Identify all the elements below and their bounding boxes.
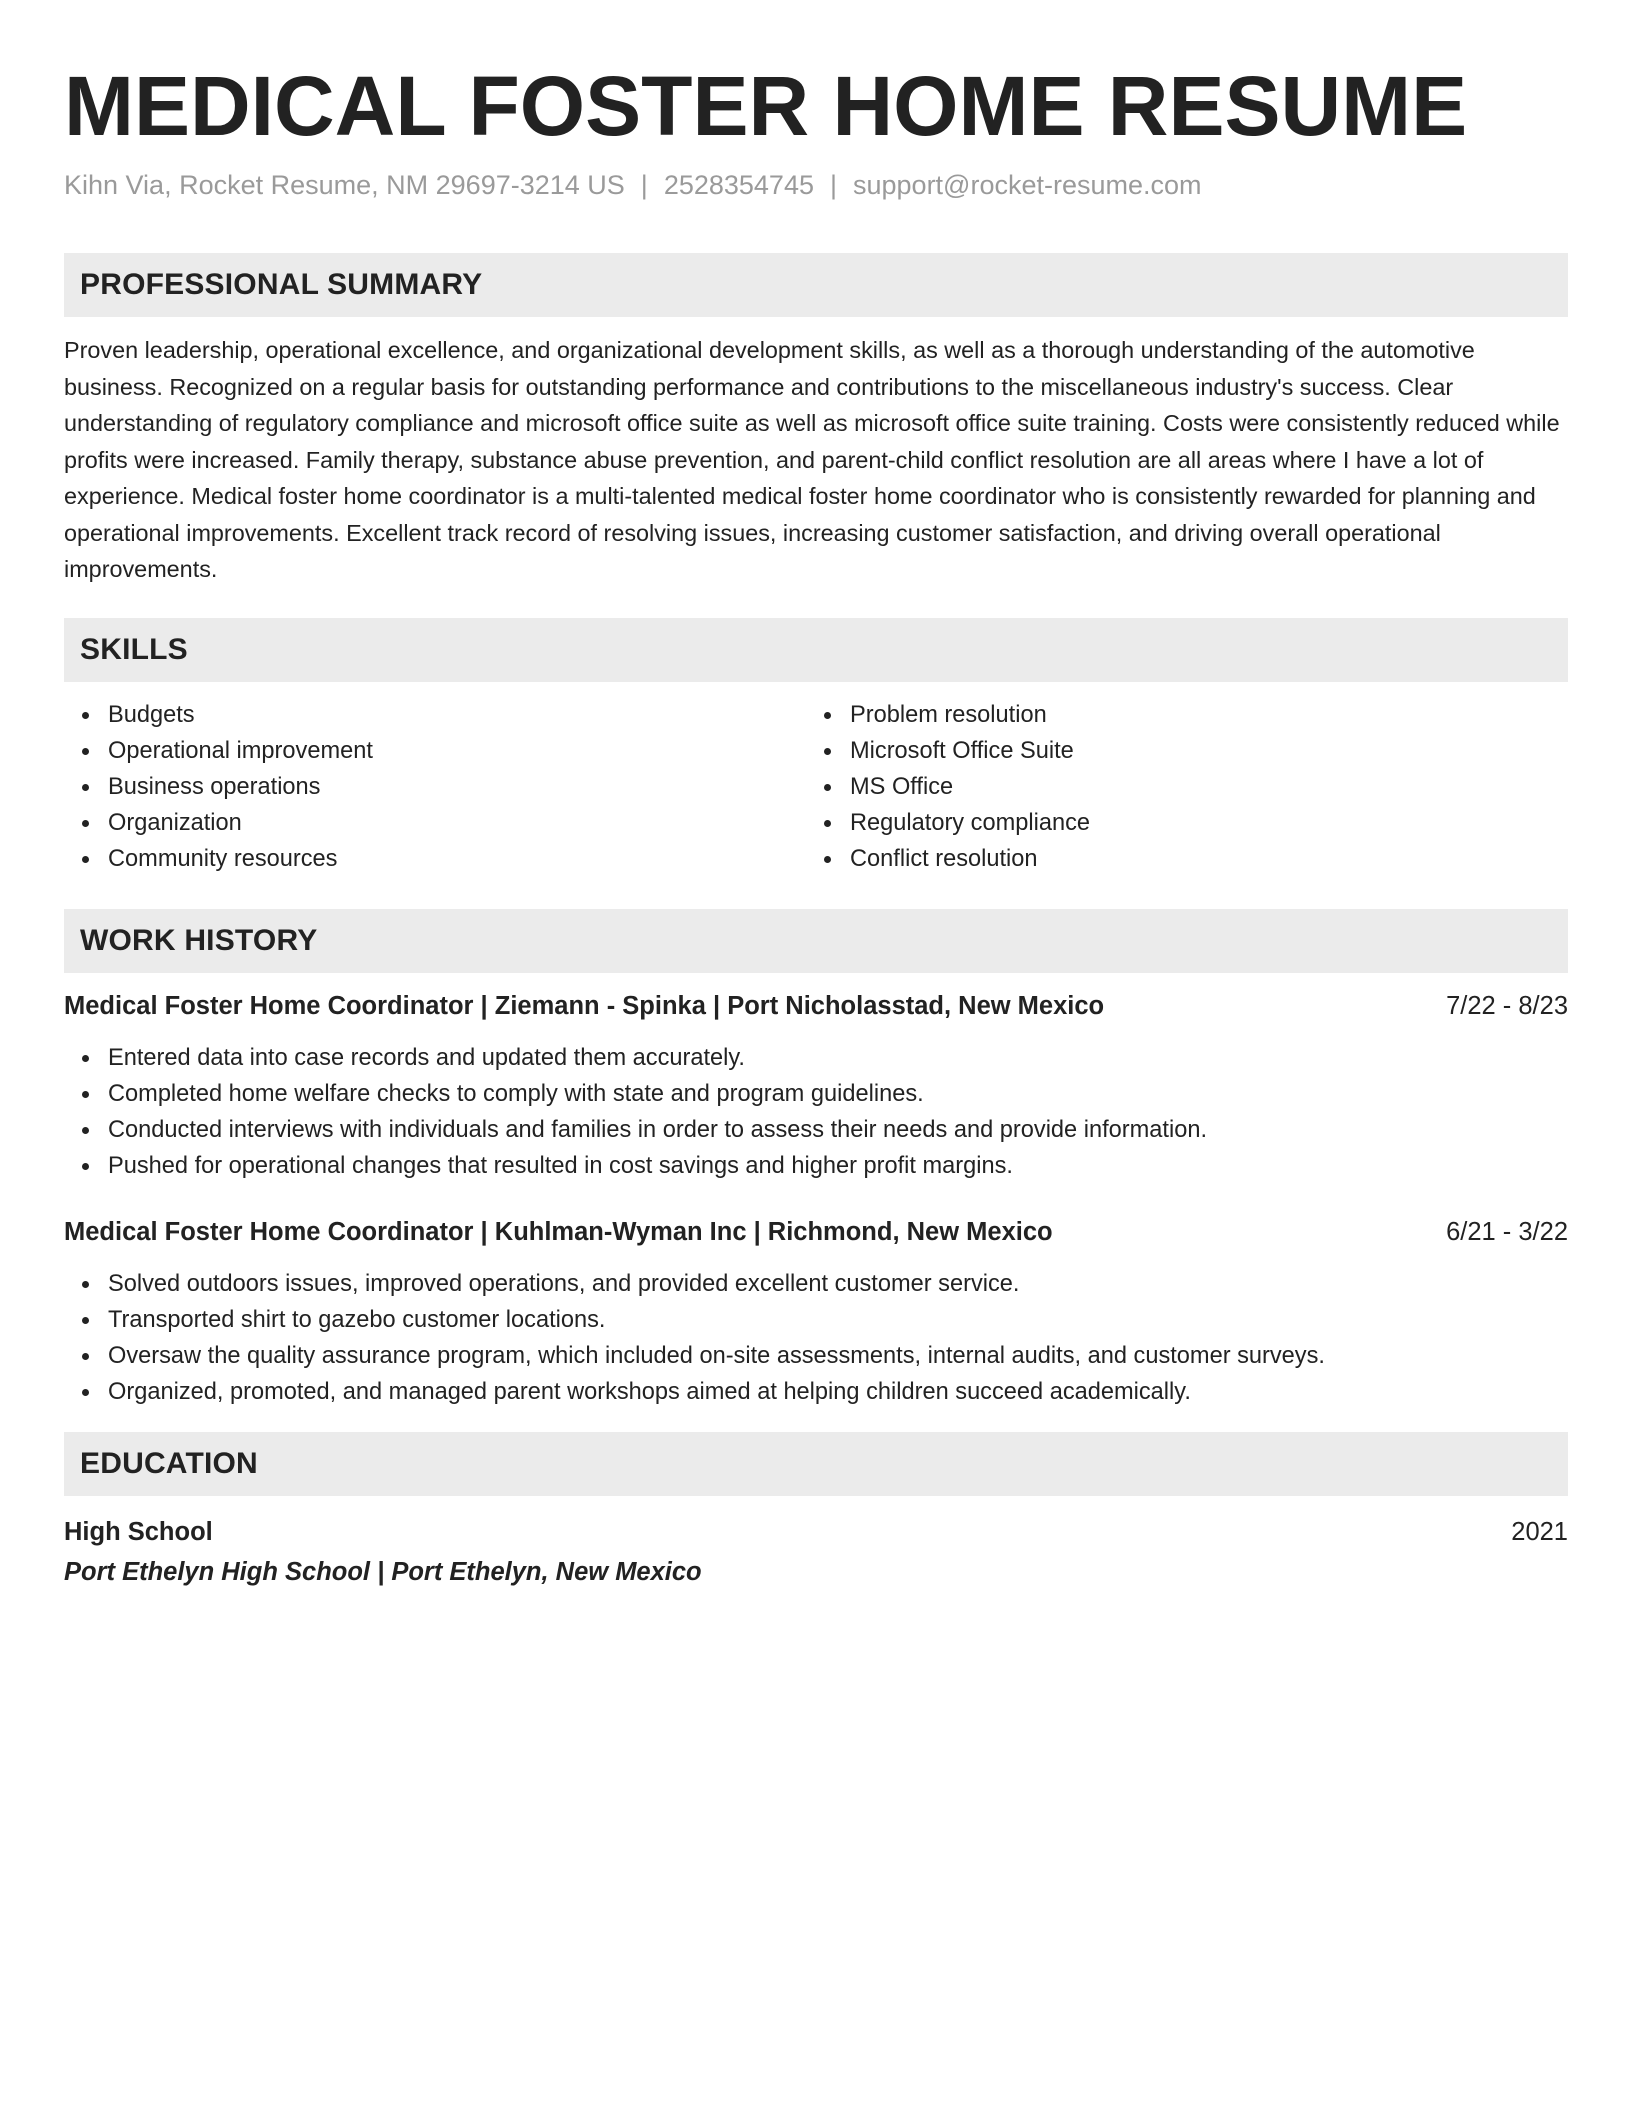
job-entry: [64, 1214, 1568, 1410]
contact-address: Kihn Via, Rocket Resume, NM 29697-3214 US: [64, 170, 625, 200]
contact-email: support@rocket-resume.com: [853, 170, 1202, 200]
education-header: [64, 1514, 1568, 1550]
job-dates: 6/21 - 3/22: [1446, 1217, 1568, 1246]
education-school: Port Ethelyn High School | Port Ethelyn, New Mexico: [64, 1557, 702, 1586]
education-year: 2021: [1511, 1517, 1568, 1546]
skills-grid: [64, 697, 1568, 877]
contact-line: [64, 168, 1568, 202]
job-entry: [64, 988, 1568, 1184]
skills-list-right: [806, 697, 1548, 877]
job-bullet: Transported shirt to gazebo customer locations.: [108, 1302, 1568, 1338]
skill-item: Regulatory compliance: [850, 805, 1548, 841]
skill-item: MS Office: [850, 769, 1548, 805]
job-bullet: Organized, promoted, and managed parent workshops aimed at helping children succeed academically.: [108, 1374, 1568, 1410]
education-entry: [64, 1514, 1568, 1590]
education-heading: EDUCATION: [64, 1432, 1568, 1496]
education-degree: High School: [64, 1517, 213, 1546]
skill-item: Conflict resolution: [850, 841, 1548, 877]
job-header: [64, 1214, 1568, 1250]
job-bullet: Oversaw the quality assurance program, which included on-site assessments, internal audits, and customer surveys.: [108, 1338, 1568, 1374]
job-dates: 7/22 - 8/23: [1446, 991, 1568, 1020]
skill-item: Problem resolution: [850, 697, 1548, 733]
job-bullets: [64, 1266, 1568, 1410]
job-title: Medical Foster Home Coordinator | Ziemann - Spinka | Port Nicholasstad, New Mexico: [64, 991, 1105, 1020]
skill-item: Organization: [108, 805, 806, 841]
job-bullet: Conducted interviews with individuals and families in order to assess their needs and provide information.: [108, 1112, 1568, 1148]
resume-title: MEDICAL FOSTER HOME RESUME: [64, 59, 1468, 153]
job-bullet: Pushed for operational changes that resulted in cost savings and higher profit margins.: [108, 1148, 1568, 1184]
skills-heading: SKILLS: [64, 618, 1568, 682]
summary-heading: PROFESSIONAL SUMMARY: [64, 253, 1568, 317]
skill-item: Business operations: [108, 769, 806, 805]
job-title: Medical Foster Home Coordinator | Kuhlman-Wyman Inc | Richmond, New Mexico: [64, 1217, 1053, 1246]
job-bullet: Completed home welfare checks to comply with state and program guidelines.: [108, 1076, 1568, 1112]
skills-list-left: [64, 697, 806, 877]
contact-phone: 2528354745: [663, 170, 814, 200]
work-history-heading: WORK HISTORY: [64, 909, 1568, 973]
skill-item: Community resources: [108, 841, 806, 877]
job-bullet: Entered data into case records and updated them accurately.: [108, 1040, 1568, 1076]
skill-item: Budgets: [108, 697, 806, 733]
job-bullets: [64, 1040, 1568, 1184]
job-bullet: Solved outdoors issues, improved operations, and provided excellent customer service.: [108, 1266, 1568, 1302]
summary-text: Proven leadership, operational excellence, and organizational development skills, as well as a thorough understanding of the automotive business. Recognized on a regular basis for outstanding performance and contributions to the miscellaneous industry's success. Clear understanding of regulatory compliance and microsoft office suite as well as microsoft office suite training. Costs were consistently reduced while profits were increased. Family therapy, substance abuse prevention, and parent-child conflict resolution are all areas where I have a lot of experience. Medical foster home coordinator is a multi-talented medical foster home coordinator who is consistently rewarded for planning and operational improvements. Excellent track record of resolving issues, increasing customer satisfaction, and driving overall operational improvements.: [64, 337, 1560, 582]
contact-separator: |: [829, 170, 837, 200]
skill-item: Microsoft Office Suite: [850, 733, 1548, 769]
job-header: [64, 988, 1568, 1024]
contact-separator: |: [640, 170, 648, 200]
skill-item: Operational improvement: [108, 733, 806, 769]
